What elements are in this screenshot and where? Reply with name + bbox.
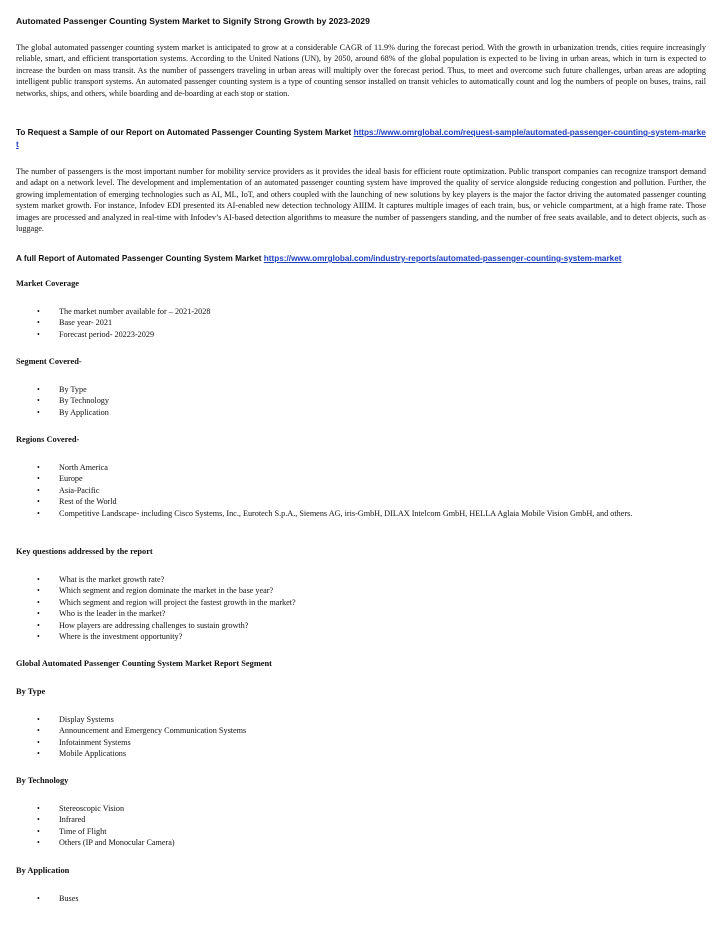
list-item: • Rest of the World: [37, 497, 117, 507]
bullet-icon: •: [37, 838, 40, 848]
by-technology-heading: By Technology: [16, 776, 69, 785]
list-item: • Where is the investment opportunity?: [37, 632, 183, 642]
list-item: • By Application: [37, 407, 109, 417]
list-item: • Infotainment Systems: [37, 737, 131, 747]
list-item: • How players are addressing challenges to sustain growth?: [37, 620, 249, 630]
bullet-icon: •: [37, 815, 40, 825]
sample-request-link[interactable]: https://www.omrglobal.com/request-sample/automated-passenger-counting-system-market: [16, 128, 706, 149]
list-item: • The market number available for – 2021-2028: [37, 307, 211, 316]
full-report-link[interactable]: https://www.omrglobal.com/industry-reports/automated-passenger-counting-system-market: [263, 254, 622, 263]
by-type-heading: By Type: [16, 687, 46, 696]
bullet-icon: •: [37, 586, 40, 596]
bullet-icon: •: [37, 497, 40, 507]
list-item: • Competitive Landscape- including Cisco Systems, Inc., Eurotech S.p.A., Siemens AG, iris-GmbH, DILAX Intelcom GmbH, HELLA Aglaia Mobile Vision GmbH, and others.: [37, 508, 633, 518]
full-report-line: [16, 253, 706, 265]
document-title: Automated Passenger Counting System Market to Signify Strong Growth by 2023-2029: [16, 16, 370, 26]
sample-request-label: To Request a Sample of our Report on Automated Passenger Counting System Market: [16, 128, 354, 137]
market-coverage-list: [0, 306, 706, 340]
intro-paragraph: The global automated passenger counting system market is anticipated to grow at a considerable CAGR of 11.9% during the forecast period. With the growth in urbanization trends, cities require increasingly reliable, smart, and efficient transportation systems. According to the United Nations (UN), by 2050, around 68% of the global population is expected to be living in urban areas, which in turn is expected to increase the burden on mass transit. As the number of passengers traveling in urban areas will multiply over the forecast period. Thus, to meet and overcome such future challenges, urban areas are adopting intelligent public transport systems. An automated passenger counting system is a type of counting sensor installed on transit vehicles to automatically count and log the numbers of people on buses, trains, rail networks, ships, and others, while boarding and de-boarding at each stop or station.: [16, 43, 706, 98]
bullet-icon: •: [37, 597, 40, 607]
bullet-icon: •: [37, 474, 40, 484]
list-item: • Infrared: [37, 815, 86, 825]
bullet-icon: •: [37, 318, 40, 328]
bullet-icon: •: [37, 749, 40, 759]
bullet-icon: •: [37, 715, 40, 724]
bullet-icon: •: [37, 307, 40, 316]
list-item: • North America: [37, 463, 108, 472]
report-segment-heading: Global Automated Passenger Counting System Market Report Segment: [16, 659, 272, 668]
key-questions-heading: Key questions addressed by the report: [16, 547, 153, 556]
bullet-icon: •: [37, 609, 40, 619]
by-application-heading: By Application: [16, 866, 70, 875]
segment-covered-list: [0, 384, 706, 418]
list-item: • Mobile Applications: [37, 749, 127, 759]
bullet-icon: •: [37, 385, 40, 394]
by-type-list: [0, 714, 706, 760]
bullet-icon: •: [37, 737, 40, 747]
by-application-list: [0, 893, 706, 904]
bullet-icon: •: [37, 396, 40, 406]
body-paragraph: The number of passengers is the most important number for mobility service providers as it provides the ideal basis for efficient route optimization. Public transport companies can recognize transport demand and adapt on a network level. The development and implementation of an automated passenger counting system have improved the quality of service alongside reducing congestion and pollution. Further, the growing implementation of emerging technologies such as AI, ML, IoT, and others coupled with the launching of new solutions by key players is the major the factor driving the automated passenger counting system market growth. For instance, Infodev EDI presented its AI-enabled new detection technology AIIIM. It captures multiple images of each train, bus, or vehicle compartment, at a high frame rate. Those images are processed and analyzed in real-time with Infodev’s AI-based detection algorithms to measure the number of passengers standing, and the number of free seats available, and to detect objects, such as luggage.: [16, 167, 706, 234]
list-item: • What is the market growth rate?: [37, 575, 165, 584]
full-report-label: A full Report of Automated Passenger Counting System Market: [16, 254, 264, 263]
list-item: • Stereoscopic Vision: [37, 804, 125, 813]
key-questions-list: [0, 574, 706, 642]
bullet-icon: •: [37, 463, 40, 472]
list-item: • Europe: [37, 474, 83, 484]
sample-request-line: [16, 127, 706, 151]
bullet-icon: •: [37, 826, 40, 836]
bullet-icon: •: [37, 632, 40, 642]
list-item: • Which segment and region will project the fastest growth in the market?: [37, 597, 296, 607]
regions-covered-heading: Regions Covered-: [16, 435, 80, 444]
bullet-icon: •: [37, 894, 40, 903]
list-item: • Announcement and Emergency Communication Systems: [37, 726, 247, 736]
list-item: • Which segment and region dominate the market in the base year?: [37, 586, 274, 596]
list-item: • Buses: [37, 894, 79, 903]
bullet-icon: •: [37, 508, 40, 518]
bullet-icon: •: [37, 485, 40, 495]
bullet-icon: •: [37, 407, 40, 417]
segment-covered-heading: Segment Covered-: [16, 357, 82, 366]
market-coverage-heading: Market Coverage: [16, 279, 80, 288]
bullet-icon: •: [37, 329, 40, 339]
bullet-icon: •: [37, 620, 40, 630]
regions-covered-list: [0, 462, 706, 519]
bullet-icon: •: [37, 804, 40, 813]
list-item: • Who is the leader in the market?: [37, 609, 166, 619]
list-item: • Time of Flight: [37, 826, 107, 836]
by-technology-list: [0, 803, 706, 849]
bullet-icon: •: [37, 726, 40, 736]
list-item: • Display Systems: [37, 715, 114, 724]
list-item: • Asia-Pacific: [37, 485, 100, 495]
list-item: • By Technology: [37, 396, 109, 406]
list-item: • Others (IP and Monocular Camera): [37, 838, 175, 848]
list-item: • Base year- 2021: [37, 318, 113, 328]
bullet-icon: •: [37, 575, 40, 584]
list-item: • Forecast period- 20223-2029: [37, 329, 155, 339]
list-item: • By Type: [37, 385, 87, 394]
